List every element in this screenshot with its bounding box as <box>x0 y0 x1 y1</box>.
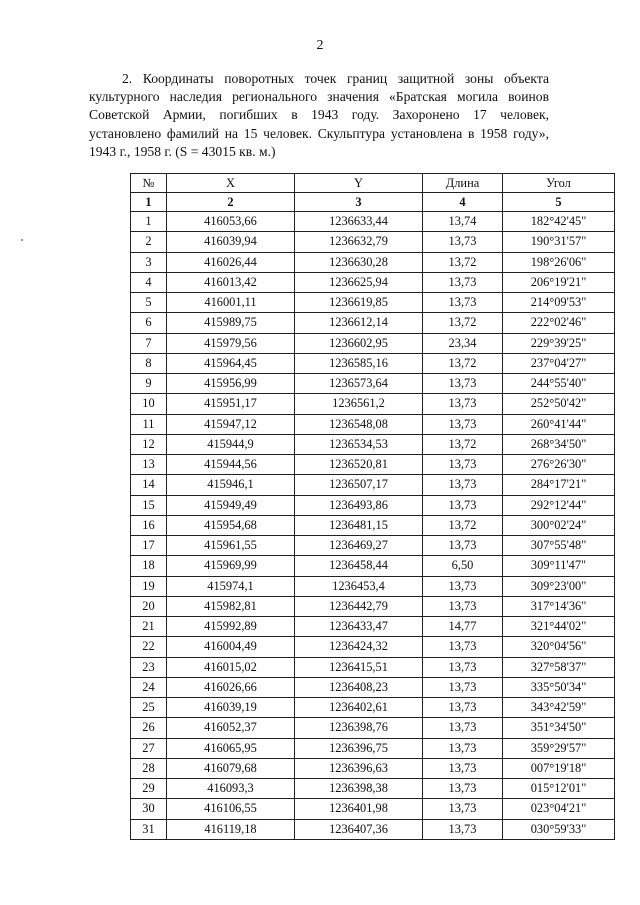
table-row <box>131 475 615 495</box>
table-row <box>131 758 615 778</box>
cell-length: 13,73 <box>423 637 503 657</box>
cell-y: 1236612,14 <box>295 313 423 333</box>
cell-angle: 317°14'36" <box>503 596 615 616</box>
cell-y: 1236415,51 <box>295 657 423 677</box>
cell-length: 14,77 <box>423 617 503 637</box>
cell-x: 415982,81 <box>167 596 295 616</box>
cell-number: 26 <box>131 718 167 738</box>
cell-y: 1236619,85 <box>295 293 423 313</box>
cell-angle: 023°04'21" <box>503 799 615 819</box>
cell-number: 28 <box>131 758 167 778</box>
cell-angle: 214°09'53" <box>503 293 615 313</box>
cell-y: 1236585,16 <box>295 353 423 373</box>
table-row <box>131 536 615 556</box>
table-row <box>131 677 615 697</box>
column-number: 3 <box>295 193 423 212</box>
cell-number: 15 <box>131 495 167 515</box>
cell-y: 1236396,75 <box>295 738 423 758</box>
table-row <box>131 799 615 819</box>
cell-number: 22 <box>131 637 167 657</box>
cell-x: 415949,49 <box>167 495 295 515</box>
cell-length: 13,73 <box>423 495 503 515</box>
table-row <box>131 455 615 475</box>
page-number: 2 <box>316 38 324 53</box>
cell-y: 1236433,47 <box>295 617 423 637</box>
cell-y: 1236573,64 <box>295 374 423 394</box>
column-number: 5 <box>503 193 615 212</box>
table-row <box>131 495 615 515</box>
column-number: 1 <box>131 193 167 212</box>
cell-angle: 343°42'59" <box>503 698 615 718</box>
cell-x: 416079,68 <box>167 758 295 778</box>
cell-length: 13,73 <box>423 455 503 475</box>
cell-y: 1236493,86 <box>295 495 423 515</box>
table-row <box>131 232 615 252</box>
cell-x: 416026,66 <box>167 677 295 697</box>
paragraph-line: Советской Армии, погибших в 1943 году. Захоронено 17 человек, <box>89 107 549 123</box>
cell-y: 1236398,76 <box>295 718 423 738</box>
cell-angle: 307°55'48" <box>503 536 615 556</box>
table-row <box>131 617 615 637</box>
table-row <box>131 637 615 657</box>
cell-number: 8 <box>131 353 167 373</box>
cell-x: 416093,3 <box>167 779 295 799</box>
table-row <box>131 252 615 272</box>
table-row <box>131 657 615 677</box>
cell-x: 415944,56 <box>167 455 295 475</box>
cell-x: 416004,49 <box>167 637 295 657</box>
table-header-row <box>131 174 615 193</box>
table-row <box>131 779 615 799</box>
table-row <box>131 556 615 576</box>
table-row <box>131 515 615 535</box>
cell-angle: 276°26'30" <box>503 455 615 475</box>
cell-y: 1236632,79 <box>295 232 423 252</box>
cell-number: 17 <box>131 536 167 556</box>
table-row <box>131 576 615 596</box>
cell-y: 1236520,81 <box>295 455 423 475</box>
cell-number: 10 <box>131 394 167 414</box>
cell-y: 1236407,36 <box>295 819 423 839</box>
cell-x: 415956,99 <box>167 374 295 394</box>
cell-y: 1236469,27 <box>295 536 423 556</box>
cell-x: 415951,17 <box>167 394 295 414</box>
cell-y: 1236408,23 <box>295 677 423 697</box>
cell-y: 1236396,63 <box>295 758 423 778</box>
table-row <box>131 596 615 616</box>
cell-y: 1236453,4 <box>295 576 423 596</box>
cell-y: 1236507,17 <box>295 475 423 495</box>
cell-y: 1236630,28 <box>295 252 423 272</box>
table-row <box>131 738 615 758</box>
cell-number: 18 <box>131 556 167 576</box>
cell-number: 21 <box>131 617 167 637</box>
table-row <box>131 718 615 738</box>
cell-y: 1236424,32 <box>295 637 423 657</box>
cell-y: 1236401,98 <box>295 799 423 819</box>
cell-number: 13 <box>131 455 167 475</box>
cell-length: 13,73 <box>423 738 503 758</box>
cell-x: 415954,68 <box>167 515 295 535</box>
cell-length: 13,73 <box>423 677 503 697</box>
cell-number: 16 <box>131 515 167 535</box>
table-row <box>131 698 615 718</box>
paragraph-line: 1943 г., 1958 г. (S = 43015 кв. м.) <box>89 143 276 159</box>
cell-number: 9 <box>131 374 167 394</box>
cell-angle: 351°34'50" <box>503 718 615 738</box>
cell-number: 14 <box>131 475 167 495</box>
cell-angle: 309°23'00" <box>503 576 615 596</box>
cell-number: 2 <box>131 232 167 252</box>
coordinates-table <box>130 173 615 840</box>
cell-x: 416026,44 <box>167 252 295 272</box>
cell-length: 13,73 <box>423 657 503 677</box>
cell-y: 1236481,15 <box>295 515 423 535</box>
header-y: Y <box>295 174 423 193</box>
cell-length: 23,34 <box>423 333 503 353</box>
table-row <box>131 272 615 292</box>
cell-length: 13,74 <box>423 212 503 232</box>
table-row <box>131 374 615 394</box>
table-row <box>131 353 615 373</box>
cell-number: 19 <box>131 576 167 596</box>
section-paragraph <box>89 70 549 161</box>
cell-x: 416013,42 <box>167 272 295 292</box>
cell-angle: 321°44'02" <box>503 617 615 637</box>
cell-x: 415974,1 <box>167 576 295 596</box>
cell-x: 415946,1 <box>167 475 295 495</box>
cell-angle: 260°41'44" <box>503 414 615 434</box>
table-row <box>131 414 615 434</box>
column-number: 2 <box>167 193 295 212</box>
cell-length: 13,73 <box>423 536 503 556</box>
cell-length: 13,72 <box>423 252 503 272</box>
cell-number: 7 <box>131 333 167 353</box>
cell-number: 27 <box>131 738 167 758</box>
cell-x: 415964,45 <box>167 353 295 373</box>
cell-x: 415969,99 <box>167 556 295 576</box>
cell-angle: 359°29'57" <box>503 738 615 758</box>
cell-y: 1236602,95 <box>295 333 423 353</box>
cell-angle: 309°11'47" <box>503 556 615 576</box>
cell-x: 415947,12 <box>167 414 295 434</box>
cell-x: 416119,18 <box>167 819 295 839</box>
cell-length: 13,73 <box>423 698 503 718</box>
cell-y: 1236625,94 <box>295 272 423 292</box>
cell-angle: 229°39'25" <box>503 333 615 353</box>
cell-number: 3 <box>131 252 167 272</box>
table-row <box>131 293 615 313</box>
cell-length: 13,73 <box>423 596 503 616</box>
cell-x: 416053,66 <box>167 212 295 232</box>
cell-angle: 206°19'21" <box>503 272 615 292</box>
cell-y: 1236548,08 <box>295 414 423 434</box>
cell-number: 4 <box>131 272 167 292</box>
cell-number: 24 <box>131 677 167 697</box>
cell-angle: 030°59'33" <box>503 819 615 839</box>
cell-angle: 327°58'37" <box>503 657 615 677</box>
cell-length: 13,73 <box>423 475 503 495</box>
cell-angle: 252°50'42" <box>503 394 615 414</box>
cell-number: 23 <box>131 657 167 677</box>
cell-length: 13,72 <box>423 434 503 454</box>
cell-y: 1236458,44 <box>295 556 423 576</box>
cell-x: 416015,02 <box>167 657 295 677</box>
cell-angle: 190°31'57" <box>503 232 615 252</box>
cell-length: 13,73 <box>423 232 503 252</box>
cell-angle: 198°26'06" <box>503 252 615 272</box>
table-row <box>131 333 615 353</box>
cell-length: 13,73 <box>423 394 503 414</box>
table-row <box>131 313 615 333</box>
cell-angle: 300°02'24" <box>503 515 615 535</box>
cell-length: 13,73 <box>423 293 503 313</box>
cell-number: 11 <box>131 414 167 434</box>
cell-angle: 222°02'46" <box>503 313 615 333</box>
cell-length: 13,73 <box>423 576 503 596</box>
cell-angle: 007°19'18" <box>503 758 615 778</box>
cell-angle: 244°55'40" <box>503 374 615 394</box>
cell-length: 6,50 <box>423 556 503 576</box>
cell-angle: 237°04'27" <box>503 353 615 373</box>
paragraph-line: культурного наследия регионального значения «Братская могила воинов <box>89 89 549 105</box>
paragraph-line: 2. Координаты поворотных точек границ защитной зоны объекта <box>122 71 549 86</box>
cell-y: 1236398,38 <box>295 779 423 799</box>
cell-length: 13,73 <box>423 718 503 738</box>
cell-number: 31 <box>131 819 167 839</box>
header-angle: Угол <box>503 174 615 193</box>
cell-y: 1236402,61 <box>295 698 423 718</box>
cell-number: 12 <box>131 434 167 454</box>
paragraph-line: установлено фамилий на 15 человек. Скульптура установлена в 1958 году», <box>89 125 549 141</box>
table-row <box>131 394 615 414</box>
cell-y: 1236633,44 <box>295 212 423 232</box>
cell-length: 13,73 <box>423 414 503 434</box>
cell-x: 416001,11 <box>167 293 295 313</box>
cell-length: 13,73 <box>423 779 503 799</box>
cell-x: 416039,94 <box>167 232 295 252</box>
cell-angle: 320°04'56" <box>503 637 615 657</box>
cell-number: 20 <box>131 596 167 616</box>
header-length: Длина <box>423 174 503 193</box>
cell-x: 416065,95 <box>167 738 295 758</box>
cell-x: 415989,75 <box>167 313 295 333</box>
column-number: 4 <box>423 193 503 212</box>
cell-x: 415961,55 <box>167 536 295 556</box>
cell-angle: 015°12'01" <box>503 779 615 799</box>
cell-angle: 284°17'21" <box>503 475 615 495</box>
table-row <box>131 434 615 454</box>
cell-length: 13,73 <box>423 819 503 839</box>
cell-length: 13,72 <box>423 353 503 373</box>
scan-speck <box>21 239 23 241</box>
cell-angle: 182°42'45" <box>503 212 615 232</box>
cell-number: 25 <box>131 698 167 718</box>
cell-length: 13,73 <box>423 758 503 778</box>
cell-y: 1236534,53 <box>295 434 423 454</box>
cell-length: 13,73 <box>423 799 503 819</box>
cell-x: 416039,19 <box>167 698 295 718</box>
cell-length: 13,73 <box>423 272 503 292</box>
cell-number: 1 <box>131 212 167 232</box>
cell-number: 5 <box>131 293 167 313</box>
header-number: № <box>131 174 167 193</box>
cell-length: 13,72 <box>423 313 503 333</box>
cell-x: 415992,89 <box>167 617 295 637</box>
cell-x: 416106,55 <box>167 799 295 819</box>
cell-number: 30 <box>131 799 167 819</box>
table-row <box>131 819 615 839</box>
cell-number: 6 <box>131 313 167 333</box>
cell-length: 13,72 <box>423 515 503 535</box>
cell-angle: 335°50'34" <box>503 677 615 697</box>
cell-x: 415944,9 <box>167 434 295 454</box>
cell-y: 1236561,2 <box>295 394 423 414</box>
column-number-row <box>131 193 615 212</box>
cell-angle: 268°34'50" <box>503 434 615 454</box>
cell-x: 416052,37 <box>167 718 295 738</box>
header-x: X <box>167 174 295 193</box>
cell-x: 415979,56 <box>167 333 295 353</box>
cell-y: 1236442,79 <box>295 596 423 616</box>
cell-number: 29 <box>131 779 167 799</box>
cell-length: 13,73 <box>423 374 503 394</box>
cell-angle: 292°12'44" <box>503 495 615 515</box>
table-row <box>131 212 615 232</box>
